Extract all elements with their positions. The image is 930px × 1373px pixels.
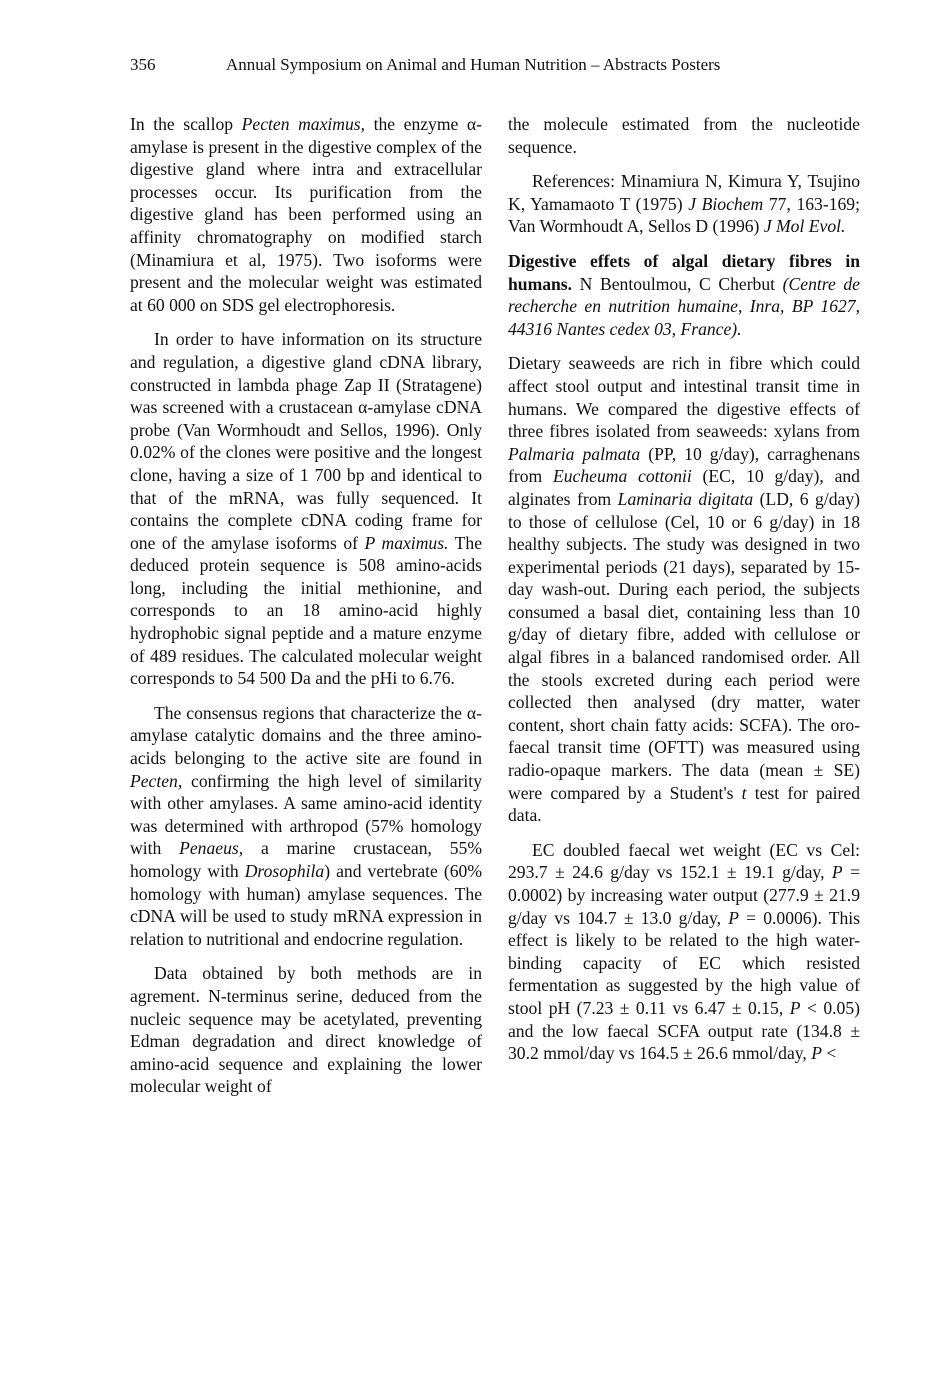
paragraph-scallop-amylase xyxy=(130,113,482,316)
text: The consensus regions that characterize the α-amylase catalytic domains and the three amino-acids belonging to the active site are found in xyxy=(130,702,482,769)
right-column xyxy=(508,113,860,1077)
abstract-authors: N Bentoulmou, C Cherbut xyxy=(572,273,783,294)
text: = 0.0002) by increasing water output (277.9 ± 21.9 g/day vs 104.7 ± 13.0 g/day, xyxy=(508,862,860,928)
abstract-affiliation: (Centre de recherche en nutrition humaine, Inra, BP 1627, 44316 Nantes cedex 03, France). xyxy=(508,273,860,339)
text: test for paired data. xyxy=(508,782,861,826)
text: Data obtained by both methods are in agrement. N-terminus serine, deduced from the nucleic sequence may be acetylated, preventing Edman degradation and direct knowledge of amino-acid sequence and explaining the lower molecular weight of xyxy=(130,963,482,1097)
species-name: Palmaria palmata xyxy=(508,443,641,464)
paragraph-continuation xyxy=(508,113,860,158)
text: References: Minamiura N, Kimura Y, Tsujino K, Yamamaoto T (1975) xyxy=(508,171,860,214)
paragraph-cdna-library xyxy=(130,328,482,690)
species-name: Eucheuma cottonii xyxy=(552,466,692,487)
stat-symbol: P xyxy=(811,1043,822,1064)
paragraph-consensus-regions xyxy=(130,702,482,951)
text: (EC, 10 g/day), and alginates from xyxy=(508,466,860,509)
text: confirming the high level of similarity with other amylases. A same amino-acid identity was determined with arthropod (57% homology with xyxy=(130,770,482,859)
text: = 0.0006). This effect is likely to be related to the high water-binding capacity of EC which resisted fermentation as suggested by the high value of stool pH (7.23 ± 0.11 vs 6.47 ± 0.15, xyxy=(508,907,860,1018)
text: In the scallop xyxy=(130,114,242,134)
species-name: Pecten maximus, xyxy=(241,114,366,134)
text: a marine crustacean, 55% homology with xyxy=(130,838,482,881)
text: EC doubled faecal wet weight (EC vs Cel: 293.7 ± 24.6 g/day vs 152.1 ± 19.1 g/day, xyxy=(508,839,860,883)
text: < xyxy=(821,1043,837,1064)
stat-symbol: P xyxy=(831,862,843,883)
journal-name: J Biochem xyxy=(688,193,764,214)
references xyxy=(508,170,860,238)
running-header xyxy=(130,54,830,76)
abstract-title: Digestive effets of algal dietary fibres in humans. xyxy=(508,250,860,294)
text: Dietary seaweeds are rich in fibre which could affect stool output and intestinal transit time in humans. We compared the digestive effects of three fibres isolated from seaweeds: xylans from xyxy=(508,353,860,442)
page-number: 356 xyxy=(130,55,156,74)
text: In order to have information on its structure and regulation, a digestive gland cDNA library, constructed in lambda phage Zap II (Stratagene) was screened with a crustacean α-amylase cDNA probe (Van Wormhoudt and Sellos, 1996). Only 0.02% of the clones were positive and the longest clone, having a size of 1 700 bp and identical to that of the mRNA, was fully sequenced. It contains the complete cDNA coding frame for one of the amylase isoforms of xyxy=(130,329,482,553)
stat-symbol: P xyxy=(728,907,739,928)
text: ) and vertebrate (60% homology with human) amylase sequences. The cDNA will be used to study mRNA expression in relation to nutritional and endocrine regulation. xyxy=(130,861,483,949)
species-name: Pecten, xyxy=(130,770,183,791)
running-title: Annual Symposium on Animal and Human Nutrition – Abstracts Posters xyxy=(226,55,721,74)
text: (PP, 10 g/day), carraghenans from xyxy=(508,443,860,487)
stat-symbol: t xyxy=(741,782,747,803)
abstract-heading xyxy=(508,250,860,340)
text: (LD, 6 g/day) to those of cellulose (Cel, 10 or 6 g/day) in 18 healthy subjects. The study was designed in two experimental periods (21 days), separated by 15-day wash-out. During each period, the subjects consumed a basal diet, containing less than 10 g/day of dietary fibre, added with cellulose or algal fibres in a balanced randomised order. All the stools excreted during each period were collected then analysed (dry matter, water content, short chain fatty acids: SCFA). The oro-faecal transit time (OFTT) was measured using radio-opaque markers. The data (mean ± SE) were compared by a Student's xyxy=(508,488,860,803)
species-name: P maximus. xyxy=(364,532,449,553)
paragraph-dietary-seaweeds xyxy=(508,352,860,826)
text: The deduced protein sequence is 508 amino-acids long, including the initial methionine, and corresponds to an 18 amino-acid highly hydrophobic signal peptide and a mature enzyme of 489 residues. The calculated molecular weight corresponds to 54 500 Da and the pHi to 6.76. xyxy=(130,532,483,689)
stat-symbol: P xyxy=(789,997,801,1018)
text: 77, 163-169; Van Wormhoudt A, Sellos D (1996) xyxy=(508,193,860,237)
text: the molecule estimated from the nucleotide sequence. xyxy=(508,114,860,157)
left-column xyxy=(130,113,482,1110)
text: < 0.05) and the low faecal SCFA output rate (134.8 ± 30.2 mmol/day vs 164.5 ± 26.6 mmol/day, xyxy=(508,997,860,1064)
species-name: Drosophila xyxy=(244,861,325,881)
species-name: Penaeus, xyxy=(179,838,244,859)
species-name: Laminaria digitata xyxy=(617,488,754,509)
journal-name: J Mol Evol. xyxy=(763,216,846,237)
paragraph-ec-results xyxy=(508,839,860,1065)
paragraph-data-agreement xyxy=(130,962,482,1098)
text: the enzyme α-amylase is present in the digestive complex of the digestive gland where intra and extracellular processes occur. Its purification from the digestive gland has been performed using an affinity chromatography on modified starch (Minamiura et al, 1975). Two isoforms were present and the molecular weight was estimated at 60 000 on SDS gel electrophoresis. xyxy=(130,114,482,315)
